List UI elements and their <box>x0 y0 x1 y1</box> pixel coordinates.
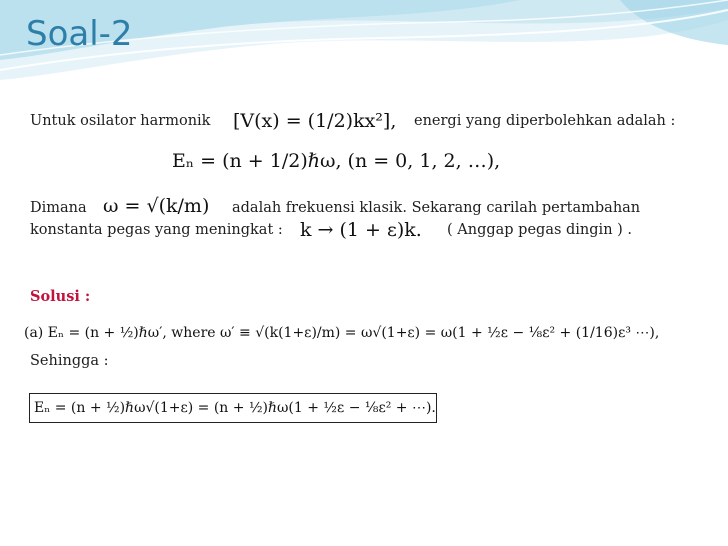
intro-text-suffix: energi yang diperbolehkan adalah : <box>414 113 676 129</box>
assumption-text: ( Anggap pegas dingin ) . <box>447 222 633 238</box>
solution-a-equation: (a) Eₙ = (n + ½)ℏω′, where ω′ ≡ √(k(1+ε)/m) = ω√(1+ε) = ω(1 + ½ε − ⅛ε² + (1/16)ε³ ⋯), <box>24 325 660 341</box>
boxed-result-equation: Eₙ = (n + ½)ℏω√(1+ε) = (n + ½)ℏω(1 + ½ε − ⅛ε² + ⋯). <box>29 393 437 423</box>
spring-change-equation: k → (1 + ε)k. <box>300 219 422 241</box>
energy-levels-equation: Eₙ = (n + 1/2)ℏω, (n = 0, 1, 2, …), <box>172 150 501 172</box>
solusi-label: Solusi : <box>30 288 91 305</box>
frequency-text: adalah frekuensi klasik. Sekarang carilah pertambahan <box>232 200 641 216</box>
intro-text: Untuk osilator harmonik <box>30 113 211 129</box>
sehingga-label: Sehingga : <box>30 353 109 369</box>
omega-definition: ω = √(k/m) <box>103 195 210 217</box>
dimana-text: Dimana <box>30 200 87 216</box>
slide-title: Soal-2 <box>26 14 133 54</box>
potential-equation: [V(x) = (1/2)kx²], <box>233 110 397 132</box>
spring-text: konstanta pegas yang meningkat : <box>30 222 283 238</box>
